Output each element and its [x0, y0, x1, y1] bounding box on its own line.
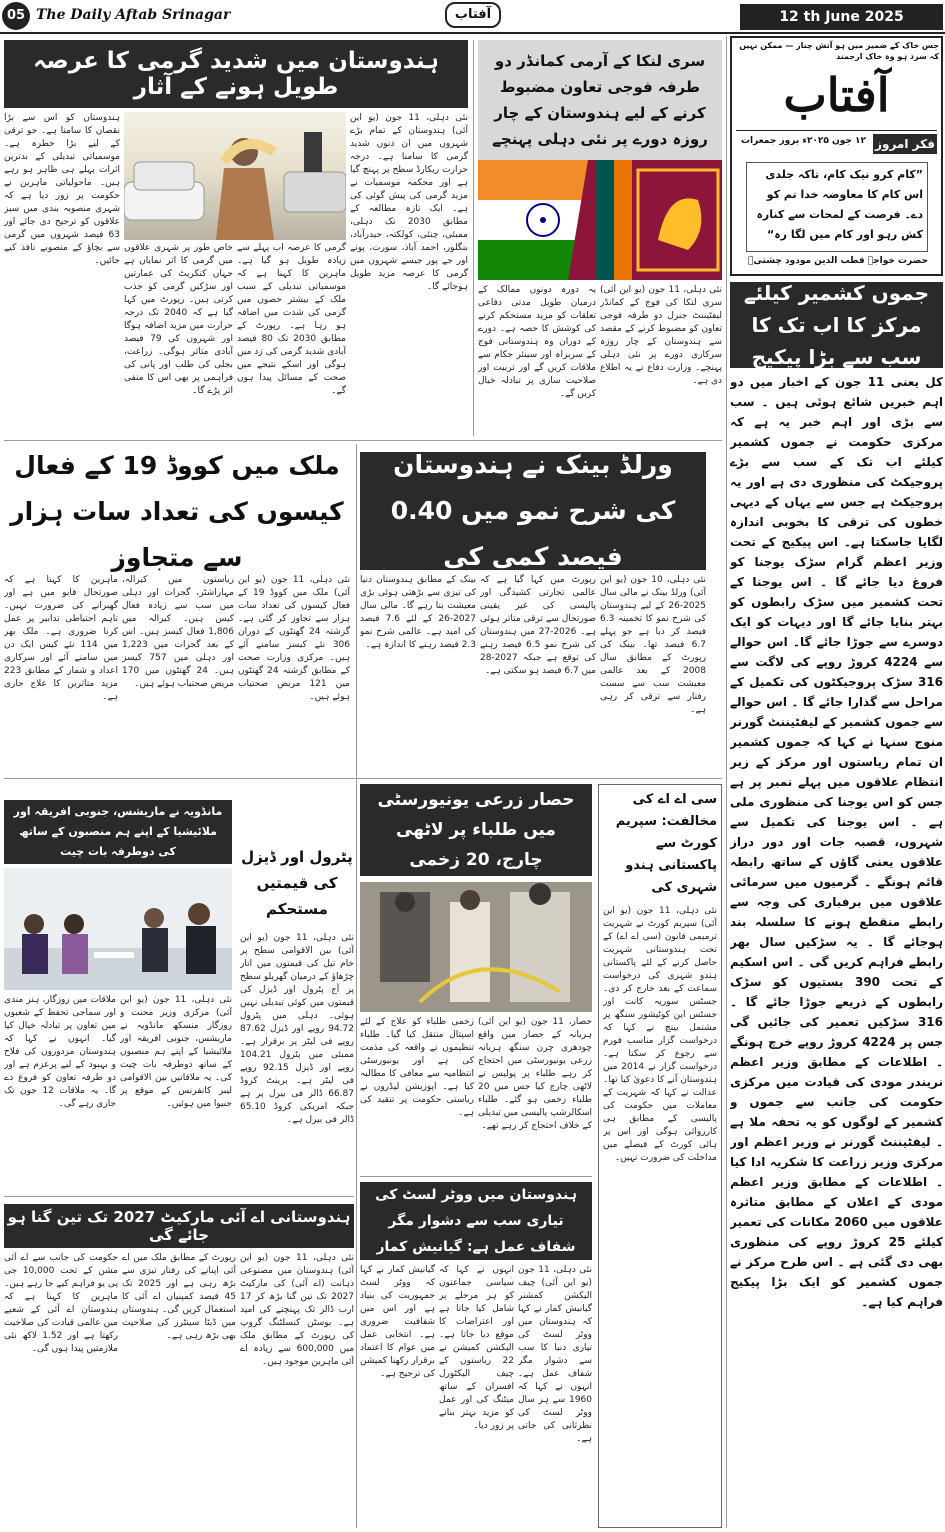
- worldbank-col-3: بینک کے مطابق ہندوستان دنیا کی تیزی سے بڑھتی ہوئی بڑی معیشت بنا رہے گا۔ مالی سال 2027-26 کے لئے 7.6 فیصد کی امید ہے۔ عالمی شرح نمو 2.3 فیصد رہنے کا اندازہ ہے۔: [360, 575, 476, 650]
- srilanka-col-1: نئی دہلی، 11 جون (یو این آئی) سری لنکا کی فوج کے کمانڈر لیفٹیننٹ جنرل دو طرفہ فوجی تعاون کو مضبوط کرنے کے مقصد سے ہندوستان کے چار روزہ سرکاری دورے پر نئی دہلی پہنچے۔ وزارت دفاع نے یہ اطلاع دی ہے۔: [600, 285, 722, 386]
- ai-market-headline: ہندوستانی اے آئی مارکیٹ 2027 تک تین گنا ہو جائے گی: [4, 1204, 354, 1248]
- hisar-headline: حصار زرعی یونیورسٹی میں طلباء پر لاٹھی چارج، 20 زخمی: [360, 784, 592, 876]
- election-col-1: نئی دہلی، 11 جون (یو این آئی) چیف الیکشن کمشنر گیانیش کمار نے کہا کہ ہندوستان میں ووٹر لسٹ کی تیاری دنیا کا سب سے دشوار مگر شفاف عمل ہے۔ انہوں نے کہا کہ 1960 سے ہر سال ووٹر لسٹ کی نظرثانی کی جاتی ہے۔: [518, 1265, 592, 1444]
- hisar-col-1: حصار، 11 جون (یو این آئی) ہریانہ کے حصار میں واقع چودھری چرن سنگھ ہریانہ زرعی یونیورسٹی میں احتجاج کر رہے طلباء پر پولیس نے لاٹھی چارج کیا جس میں 20 طلباء زخمی ہو گئے۔ طلباء اسکالرشپ پالیسی میں تبدیلی کے خلاف احتجاج کر رہے تھے۔: [478, 1017, 592, 1131]
- election-col-3: گیانیش کمار نے کہا کہ ووٹر لسٹ جمہوریت کی بنیاد ہے اور اس میں شفافیت ضروری ہے۔ انتخابی عمل میں عوام کا اعتماد برقرار رکھنا کمیشن کی ترجیح ہے۔: [360, 1265, 435, 1379]
- election-headline: ہندوستان میں ووٹر لسٹ کی تیاری سب سے دشوار مگر شفاف عمل ہے: گیانیش کمار: [360, 1182, 592, 1260]
- election-col-2: انہوں نے کہا کہ سیاسی جماعتوں کو ہر مرحلے پر شامل کیا جاتا ہے اور اعتراضات کا موقع دیا جاتا ہے۔ الیکشن کمیشن نے 22 ریاستوں کے چیف الیکٹورل افسران کے ساتھ میٹنگ کی اور عمل کو مزید بہتر بنانے پر زور دیا۔: [439, 1265, 514, 1431]
- editorial-divider: [736, 130, 937, 131]
- petrol-headline: پٹرول اور ڈیزل کی قیمتیں مستحکم: [241, 848, 353, 918]
- section-rule: [4, 440, 722, 441]
- ai-market-col-2: رپورٹ کے مطابق ملک میں اے آئی اپنانے کی رفتار تیزی سے بڑھ رہی ہے اور 2025 تک 45 فیصد کمپنیاں اے آئی کا استعمال کریں گی۔ ہندوستان میں ڈیٹا سینٹرز کی صلاحیت بھی بڑھ رہی ہے۔: [122, 1253, 236, 1341]
- meeting-photo-image: [4, 868, 232, 990]
- editorial-logo: آفتاب: [783, 68, 890, 122]
- maldives-headline: مانڈویہ نے ماریشس، جنوبی افریقہ اور ملائیشیا کے اپنے ہم منصبوں کے ساتھ کی دوطرفہ بات چیت: [4, 800, 232, 864]
- srilanka-col-2: یہ دورہ دونوں ممالک کے درمیان طویل مدتی دفاعی تعلقات کو مزید مستحکم کرنے کی کوشش کا حصہ ہے۔ دورے کے دوران وہ ہندوستانی فوج کے سربراہ اور سینئر حکام سے ملاقات کریں گے اور تربیت اور صلاحیت سازی پر تبادلہ خیال کریں گے۔: [478, 285, 596, 399]
- heatwave-col-1: نئی دہلی، 11 جون (یو این آئی) ہندوستان کے تمام بڑے شہروں میں ان دنوں شدید گرمی کا سامنا ہے۔ درجہ حرارت ریکارڈ سطح پر پہنچ گیا ہے اور محکمہ موسمیات نے مزید گرمی کی پیش گوئی کی ہے۔ ایک تازہ مطالعہ کے مطابق 2030 تک دہلی، ممبئی، چنئی، کولکتہ، حیدرآباد، بنگلور، احمد آباد، سورت، پونے اور جے پور جیسے شہروں میں گرمی کا عرصہ مزید طویل ہوجائے گا۔: [350, 113, 468, 292]
- column-rule: [726, 36, 727, 1528]
- editorial-column-title: فکر امروز: [873, 134, 937, 154]
- worldbank-headline: ورلڈ بینک نے ہندوستان کی شرح نمو میں 0.40 فیصد کمی کی: [360, 452, 706, 570]
- issue-date: 12 th June 2025: [740, 4, 943, 30]
- maldives-col-1: نئی دہلی، 11 جون (یو این آئی) مرکزی وزیر محنت و روزگار منسکھ مانڈویہ نے ماریشس، جنوبی افریقہ اور ملائیشیا کے اپنے ہم منصبوں کے ساتھ دوطرفہ بات چیت کی۔ یہ ملاقاتیں بین الاقوامی لیبر کانفرنس کے موقع پر جنیوا میں ہوئیں۔: [120, 995, 232, 1109]
- maldives-photo: [4, 868, 232, 990]
- section-rule: [360, 1176, 592, 1177]
- maldives-col-2: ملاقات میں روزگار، ہنر مندی اور سماجی تحفظ کے شعبوں میں تعاون پر تبادلہ خیال کیا گیا۔ انہوں نے کہا کہ ہندوستان مزدوروں کی فلاح و بہبود کے لیے پرعزم ہے اور دو طرفہ تعاون کو فروغ دے گا۔ یہ ملاقات 12 جون تک جاری رہے گی۔: [4, 995, 116, 1109]
- editorial-box: [730, 36, 943, 276]
- heatwave-photo: [124, 112, 346, 240]
- editorial-column-date: ۱۲ جون ۲۰۲۵ء بروز جمعرات: [740, 136, 866, 146]
- covid-col-1: نئی دہلی، 11 جون (یو این آئی) ملک میں کووڈ 19 کے فعال کیسوں کی تعداد سات ہزار سے تجاوز کر گئی ہے۔ گزشتہ 24 گھنٹوں کے دوران 306 نئے کیسز سامنے آئے ہیں۔ مرکزی وزارت صحت کے مطابق گزشتہ 24 گھنٹوں میں 121 مریض صحتیاب ہوئے ہیں۔: [238, 575, 350, 702]
- cac-body: نئی دہلی، 11 جون (یو این آئی) سپریم کورٹ نے شہریت ترمیمی قانون (سی اے اے) کے تحت ہندوستانی شہریت حاصل کرنے کے لئے پاکستانی ہندو شہری کی درخواست سماعت کے بعد خارج کر دی۔ جسٹس سوریہ کانت اور جسٹس این کوٹیشور سنگھ پر مشتمل بینچ نے کہا کہ درخواست گزار مناسب فورم سے رجوع کر سکتا ہے۔ درخواست گزار نے 2014 میں ہندوستان آنے کا دعویٰ کیا تھا۔ عدالت نے کہا کہ شہریت کے معاملات میں حکومت کی پالیسی کے مطابق ہی کارروائی ہوگی اور اس پر ہائی کورٹ کے فیصلے میں مداخلت کی ضرورت نہیں۔: [603, 906, 717, 1163]
- covid-col-3: ماہرین کا کہنا ہے کہ صورتحال قابو میں ہے اور گھبرانے کی ضرورت نہیں۔ تاہم احتیاطی تدابیر پر عمل کرنا ضروری ہے۔ ملک بھر میں 114 نئے کیس ایک دن میں سامنے آئے اور سرکاری اعداد و شمار کے مطابق 223 مزید متاثرین کا علاج جاری ہے۔: [4, 575, 118, 702]
- srilanka-headline: سری لنکا کے آرمی کمانڈر دو طرفہ فوجی تعاون مضبوط کرنے کے لیے ہندوستان کے چار روزہ دورے پر نئی دہلی پہنچے: [478, 40, 722, 160]
- hisar-photo-image: [360, 882, 592, 1012]
- heatwave-col-3: خاص طور پر شہری علاقوں میں گرمی کا اثر نمایاں ہے جہاں کنکریٹ کی عمارتیں اور سڑکیں گرمی کو جذب کرتی ہیں۔ رپورٹ میں کہا گیا ہے کہ 2040 تک درجہ حرارت میں مزید اضافہ ہوگا اور شہروں کی 79 فیصد آبادی متاثر ہوگی۔ زراعت، بجلی کی طلب اور پانی کی فراہمی پر بھی اس کا منفی اثر پڑے گا۔: [124, 243, 233, 396]
- paper-name: The Daily Aftab Srinagar: [36, 7, 231, 23]
- ai-market-col-3: حکومت کی جانب سے اے آئی مشن کے تحت 10,000 جی پی یو فراہم کیے جا رہے ہیں۔ ماہرین کا کہنا ہے کہ ہندوستان اے آئی کے شعبے میں عالمی قیادت کی صلاحیت رکھتا ہے اور 1.52 لاکھ نئی ملازمتیں پیدا ہوں گی۔: [4, 1253, 118, 1354]
- section-rule: [4, 1196, 354, 1197]
- heatwave-col-4: ہندوستان کو اس سے بڑا نقصان کا سامنا ہے۔ جو ترقی کے لیے بڑا خطرہ ہے۔ موسمیاتی تبدیلی کے بدترین اثرات پہلے ہی ظاہر ہو رہے ہیں۔ ماحولیاتی ماہرین نے حکومت پر زور دیا ہے کہ شہری منصوبہ بندی میں سبز علاقوں کو ترجیح دی جائے اور 63 فیصد شہروں میں گرمی سے بچاؤ کے منصوبے نافذ کیے جائیں۔: [4, 113, 120, 266]
- section-rule: [4, 778, 722, 779]
- covid-headline: ملک میں کووڈ 19 کے فعال کیسوں کی تعداد سات ہزار سے متجاوز: [10, 451, 344, 572]
- kashmir-body: کل یعنی 11 جون کے اخبار میں دو اہم خبریں شائع ہوئی ہیں ۔ سب سے بڑی اور اہم خبر یہ ہے کہ مرکزی حکومت نے جموں کشمیر کیلئے اب تک کے سب سے بڑے پروجیکٹ کی منظوری دی ہے اور یہ پروجیکٹ ہے جس سے یہاں کے دیہی خطوں کی ترقی کا بخوبی اندازہ لگایا جاسکتا ہے۔ اس پیکیج کے تحت وزیر اعظم گرام سڑک یوجنا کو فروغ دیا جائے گا ۔ اس یوجنا کے تحت کشمیر میں سڑک رابطوں کو بہتر بنایا جائے گا اور دیہات کو ایک دوسرے سے جوڑا جائے گا۔ اس حوالے سے 4224 کروڑ روپے کی لاگت سے 316 سڑک پروجیکٹوں کی تکمیل کے مراحل سے گذارا جائے گا ۔ اس حوالے سے جموں کشمیر کے لیفٹیننٹ گورنر منوج سنہا نے کہا کہ جموں کشمیر ان تمام ریاستوں اور مرکز کے زیر انتظام علاقوں میں پہلے نمبر پر ہے جس کو اس یوجنا کی منظوری ملی ہے ۔ اس یوجنا کی تکمیل سے شہروں، قصبہ جات اور دور دراز علاقوں یعنی گاؤں کے ساتھ رابطہ قائم ہونگے ۔ گرمیوں میں سرمائی علاقوں میں برفباری کی وجہ سے رابطے منقطع ہونے کا سلسلہ بند ہوجائے گا ۔ یہ سڑکیں سال بھر رابطے فراہم کریں گی ۔ اس اسکیم کے تحت 390 بستیوں کو سڑک رابطوں کے ذریعے جوڑا جائے گا ۔ 316 سڑکیں تعمیر کی جائیں گی جس پر 4224 کروڑ روپے خرچ ہونگے ۔ اطلاعات کے مطابق وزیر اعظم نریندر مودی کی قیادت میں مرکزی حکومت کی جانب سے جموں و کشمیر کے لوگوں کو یہ تحفہ ملا ہے ۔ لیفٹیننٹ گورنر نے وزیر اعظم اور مرکزی وزیر زراعت کا شکریہ ادا کیا ۔ اطلاعات کے مطابق وزیر اعظم مودی کے اعلان کے مطابق متاثرہ علاقوں میں 2060 مکانات کی تعمیر کیلئے 25 کروڑ روپے کی منظوری بھی دی گئی ہے ۔ اس طرح مرکز نے جموں کشمیر کو ایک بڑا پیکیج فراہم کیا ہے۔: [730, 375, 943, 1309]
- editorial-quote-author: حضرت خواجہ قطب الدین مودود چشتیؒ: [748, 256, 928, 266]
- heatwave-col-2: گرمی کا عرصہ اب پہلے سے زیادہ طویل ہو گیا ہے۔ ماہرین کا کہنا ہے کہ موسمیاتی تبدیلی کے سبب ملک کے بیشتر حصوں میں گرمی کی شدت میں اضافہ ہو رہا ہے۔ رپورٹ کے مطابق 2030 تک 80 فیصد آبادی شدید گرمی کی زد میں ہوگی اور اسکے نتیجے میں صحت کے مسائل پیدا ہوں گے۔: [237, 243, 346, 396]
- column-rule: [473, 40, 474, 436]
- hisar-photo: [360, 882, 592, 1012]
- masthead-mark: آفتاب: [445, 2, 501, 28]
- editorial-quote: ”کام کرو نیک کام، تاکہ جلدی اس کام کا معاوضہ خدا تم کو دے۔ فرصت کے لمحات سے کنارہ کش رہو اور کام میں لگا رہ“: [746, 162, 928, 252]
- petrol-body: نئی دہلی، 11 جون (یو این آئی) بین الاقوامی سطح پر خام تیل کی قیمتوں میں اتار چڑھاؤ کے درمیان گھریلو سطح پر آج پٹرول اور ڈیزل کی قیمتوں میں کوئی تبدیلی نہیں ہوئی۔ دہلی میں پٹرول 94.72 روپے اور ڈیزل 87.62 روپے فی لیٹر پر برقرار ہے۔ ممبئی میں پٹرول 104.21 روپے اور ڈیزل 92.15 روپے فی لیٹر ہے۔ برینٹ کروڈ 66.87 ڈالر فی بیرل پر ہے جبکہ امریکی کروڈ 65.10 ڈالر فی بیرل ہے۔: [240, 933, 354, 1125]
- flags-image: [478, 160, 722, 280]
- covid-col-2: ریاستوں میں کیرالہ، مہاراشٹر، گجرات اور دہلی میں سب سے زیادہ فعال کیس ہیں۔ کیرالہ میں 1,806 فعال کیسز ہیں۔ اس کے بعد گجرات میں 1,223 اور دہلی میں 757 کیسز ہیں۔ 24 گھنٹوں میں 170 مریض صحتیاب ہوئے ہیں۔: [122, 575, 234, 689]
- worldbank-col-2: رپورٹ میں کہا گیا ہے کہ عالمی تجارتی کشیدگی اور پالیسی کی غیر یقینی صورتحال سے ترقی متاثر ہوئی ہے۔ 2026-27 میں ہندوستان کی شرح نمو 6.5 فیصد رہنے کی توقع ہے جبکہ 2027-28 میں 6.7 فیصد ہو سکتی ہے۔: [480, 575, 596, 676]
- column-rule: [356, 444, 357, 1528]
- worldbank-col-1: نئی دہلی، 10 جون (یو این آئی) ورلڈ بینک نے مالی سال 2025-26 کے لیے ہندوستان کی شرح نمو کا تخمینہ 6.3 فیصد کر دیا ہے جو پہلے 6.7 فیصد تھا۔ بینک کی رپورٹ کے مطابق سال 2008 کے بعد عالمی معیشت سب سے سست رفتار سے ترقی کر رہی ہے۔: [600, 575, 706, 715]
- petrol-box: [240, 784, 354, 1194]
- heatwave-headline: ہندوستان میں شدید گرمی کا عرصہ طویل ہونے کے آثار: [4, 40, 468, 108]
- srilanka-flags-photo: [478, 160, 722, 280]
- cac-box: [598, 784, 722, 1528]
- hisar-col-2: زخمی طلباء کو علاج کے لئے اسپتال منتقل کیا گیا۔ طلباء تنظیموں نے واقعہ کی مذمت کی ہے اور یونیورسٹی انتظامیہ سے معافی کا مطالبہ کیا ہے۔ اپوزیشن لیڈروں نے ریاستی حکومت پر تنقید کی ہے۔: [360, 1017, 474, 1118]
- ai-market-col-1: نئی دہلی، 11 جون (یو این آئی) ہندوستان میں مصنوعی ذہانت (اے آئی) کی مارکیٹ 2027 تک تین گنا بڑھ کر 17 ارب ڈالر تک پہنچنے کی امید ہے۔ بوسٹن کنسلٹنگ گروپ کی رپورٹ کے مطابق ملک میں 600,000 سے زیادہ اے آئی ماہرین موجود ہیں۔: [240, 1253, 354, 1367]
- page-number: 05: [2, 2, 30, 30]
- heatwave-photo-image: [124, 112, 346, 240]
- kashmir-headline: جموں کشمیر کیلئے مرکز کا اب تک کا سب سے بڑا پیکیج: [730, 282, 943, 368]
- cac-headline: سی اے اے کی مخالفت: سپریم کورٹ سے پاکستانی ہندو شہری کی: [615, 792, 717, 895]
- editorial-motto: جس خاک کے ضمیر میں ہو آتش چنار — ممکن نہیں کہ سرد ہو وہ خاک ارجمند: [739, 41, 939, 61]
- page-header: [0, 0, 945, 34]
